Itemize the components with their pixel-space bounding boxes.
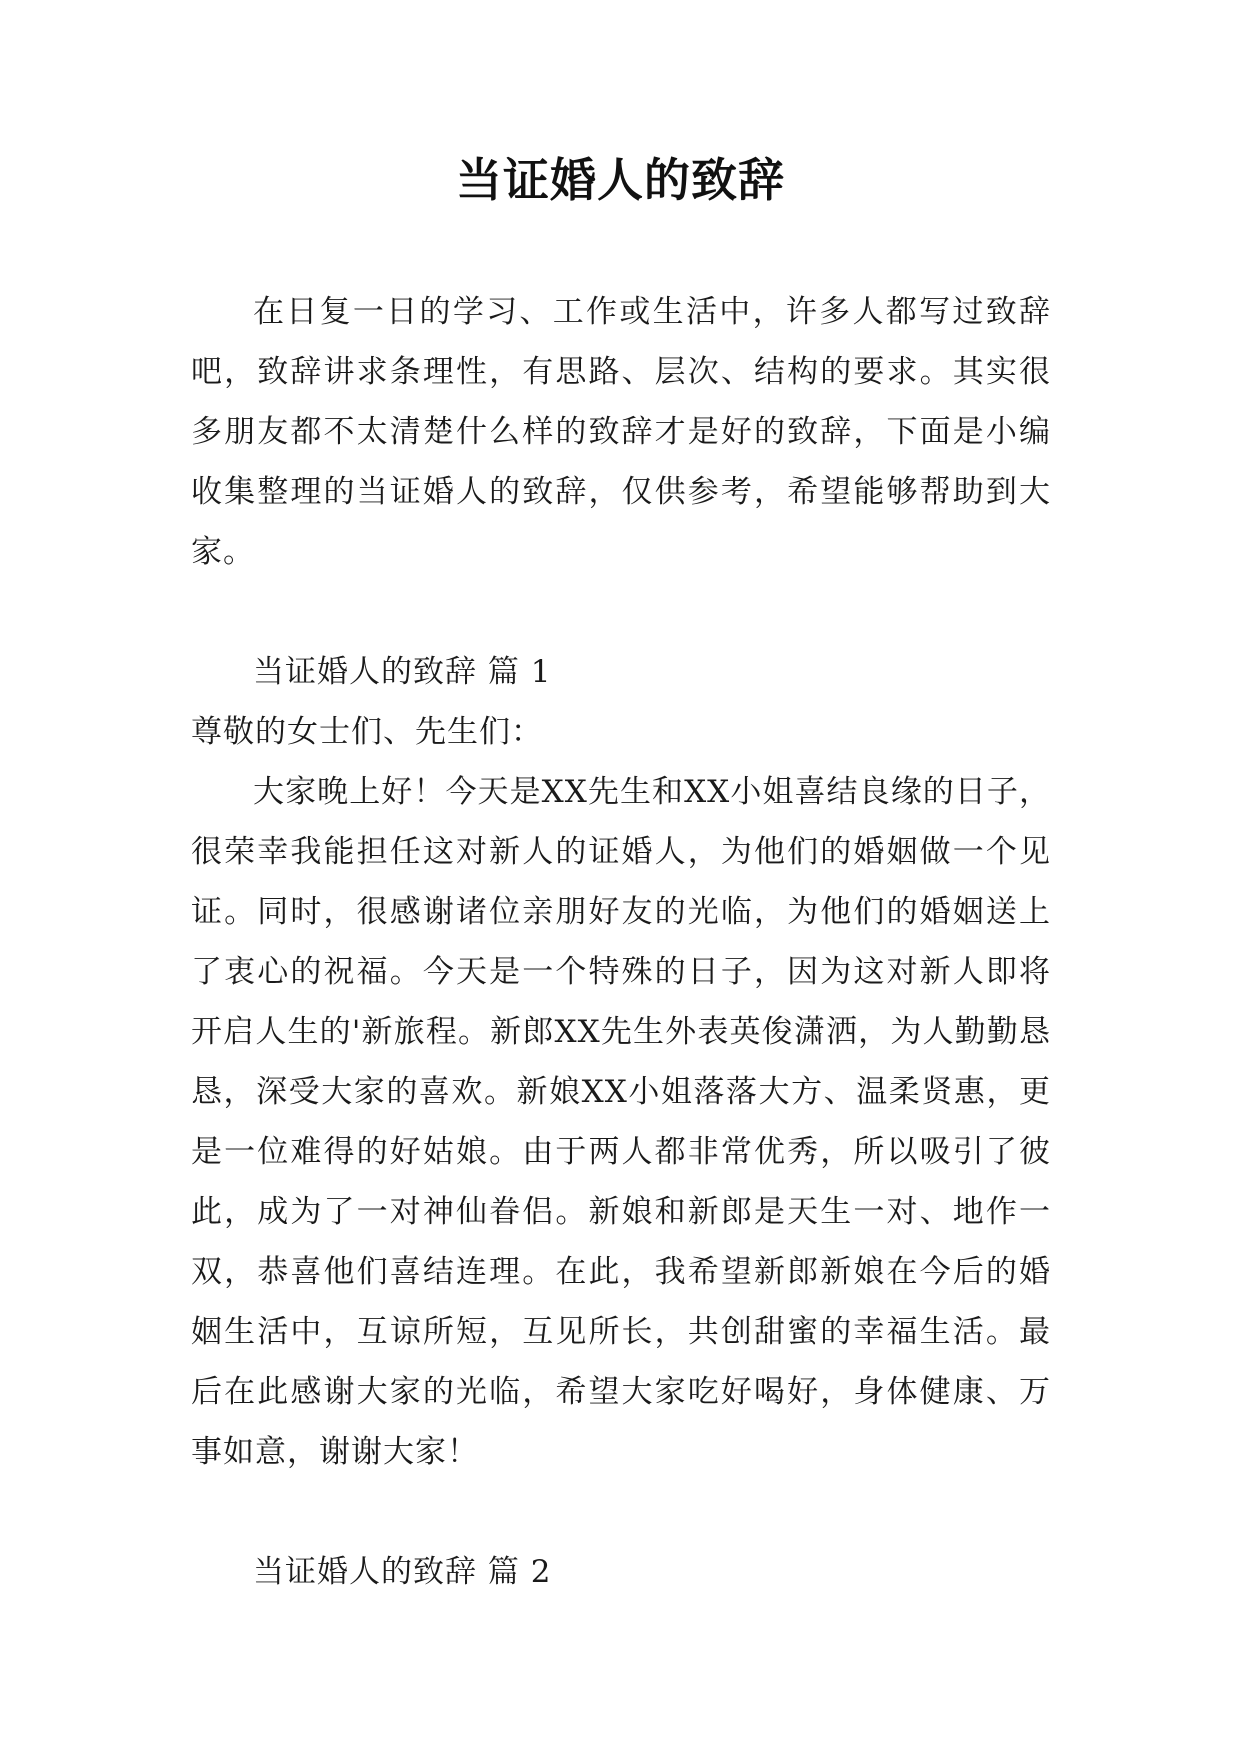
section-1-body: 大家晚上好！今天是XX先生和XX小姐喜结良缘的日子，很荣幸我能担任这对新人的证婚人，为他们的婚姻做一个见证。同时，很感谢诸位亲朋好友的光临，为他们的婚姻送上了衷心的祝福。今天是一个特殊的日子，因为这对新人即将开启人生的'新旅程。新郎XX先生外表英俊潇洒，为人勤勤恳恳，深受大家的喜欢。新娘XX小姐落落大方、温柔贤惠，更是一位难得的好姑娘。由于两人都非常优秀，所以吸引了彼此，成为了一对神仙眷侣。新娘和新郎是天生一对、地作一双，恭喜他们喜结连理。在此，我希望新郎新娘在今后的婚姻生活中，互谅所短，互见所长，共创甜蜜的幸福生活。最后在此感谢大家的光临，希望大家吃好喝好，身体健康、万事如意，谢谢大家！ xyxy=(191,774,1051,1470)
document-body xyxy=(191,282,1051,1602)
section-heading-2: 当证婚人的致辞 篇 2 xyxy=(253,1554,552,1590)
section-heading-1: 当证婚人的致辞 篇 1 xyxy=(253,654,552,690)
document-title: 当证婚人的致辞 xyxy=(456,153,785,207)
intro-paragraph: 在日复一日的学习、工作或生活中，许多人都写过致辞吧，致辞讲求条理性，有思路、层次、结构的要求。其实很多朋友都不太清楚什么样的致辞才是好的致辞，下面是小编收集整理的当证婚人的致辞，仅供参考，希望能够帮助到大家。 xyxy=(191,294,1051,570)
salutation: 尊敬的女士们、先生们： xyxy=(191,714,543,750)
